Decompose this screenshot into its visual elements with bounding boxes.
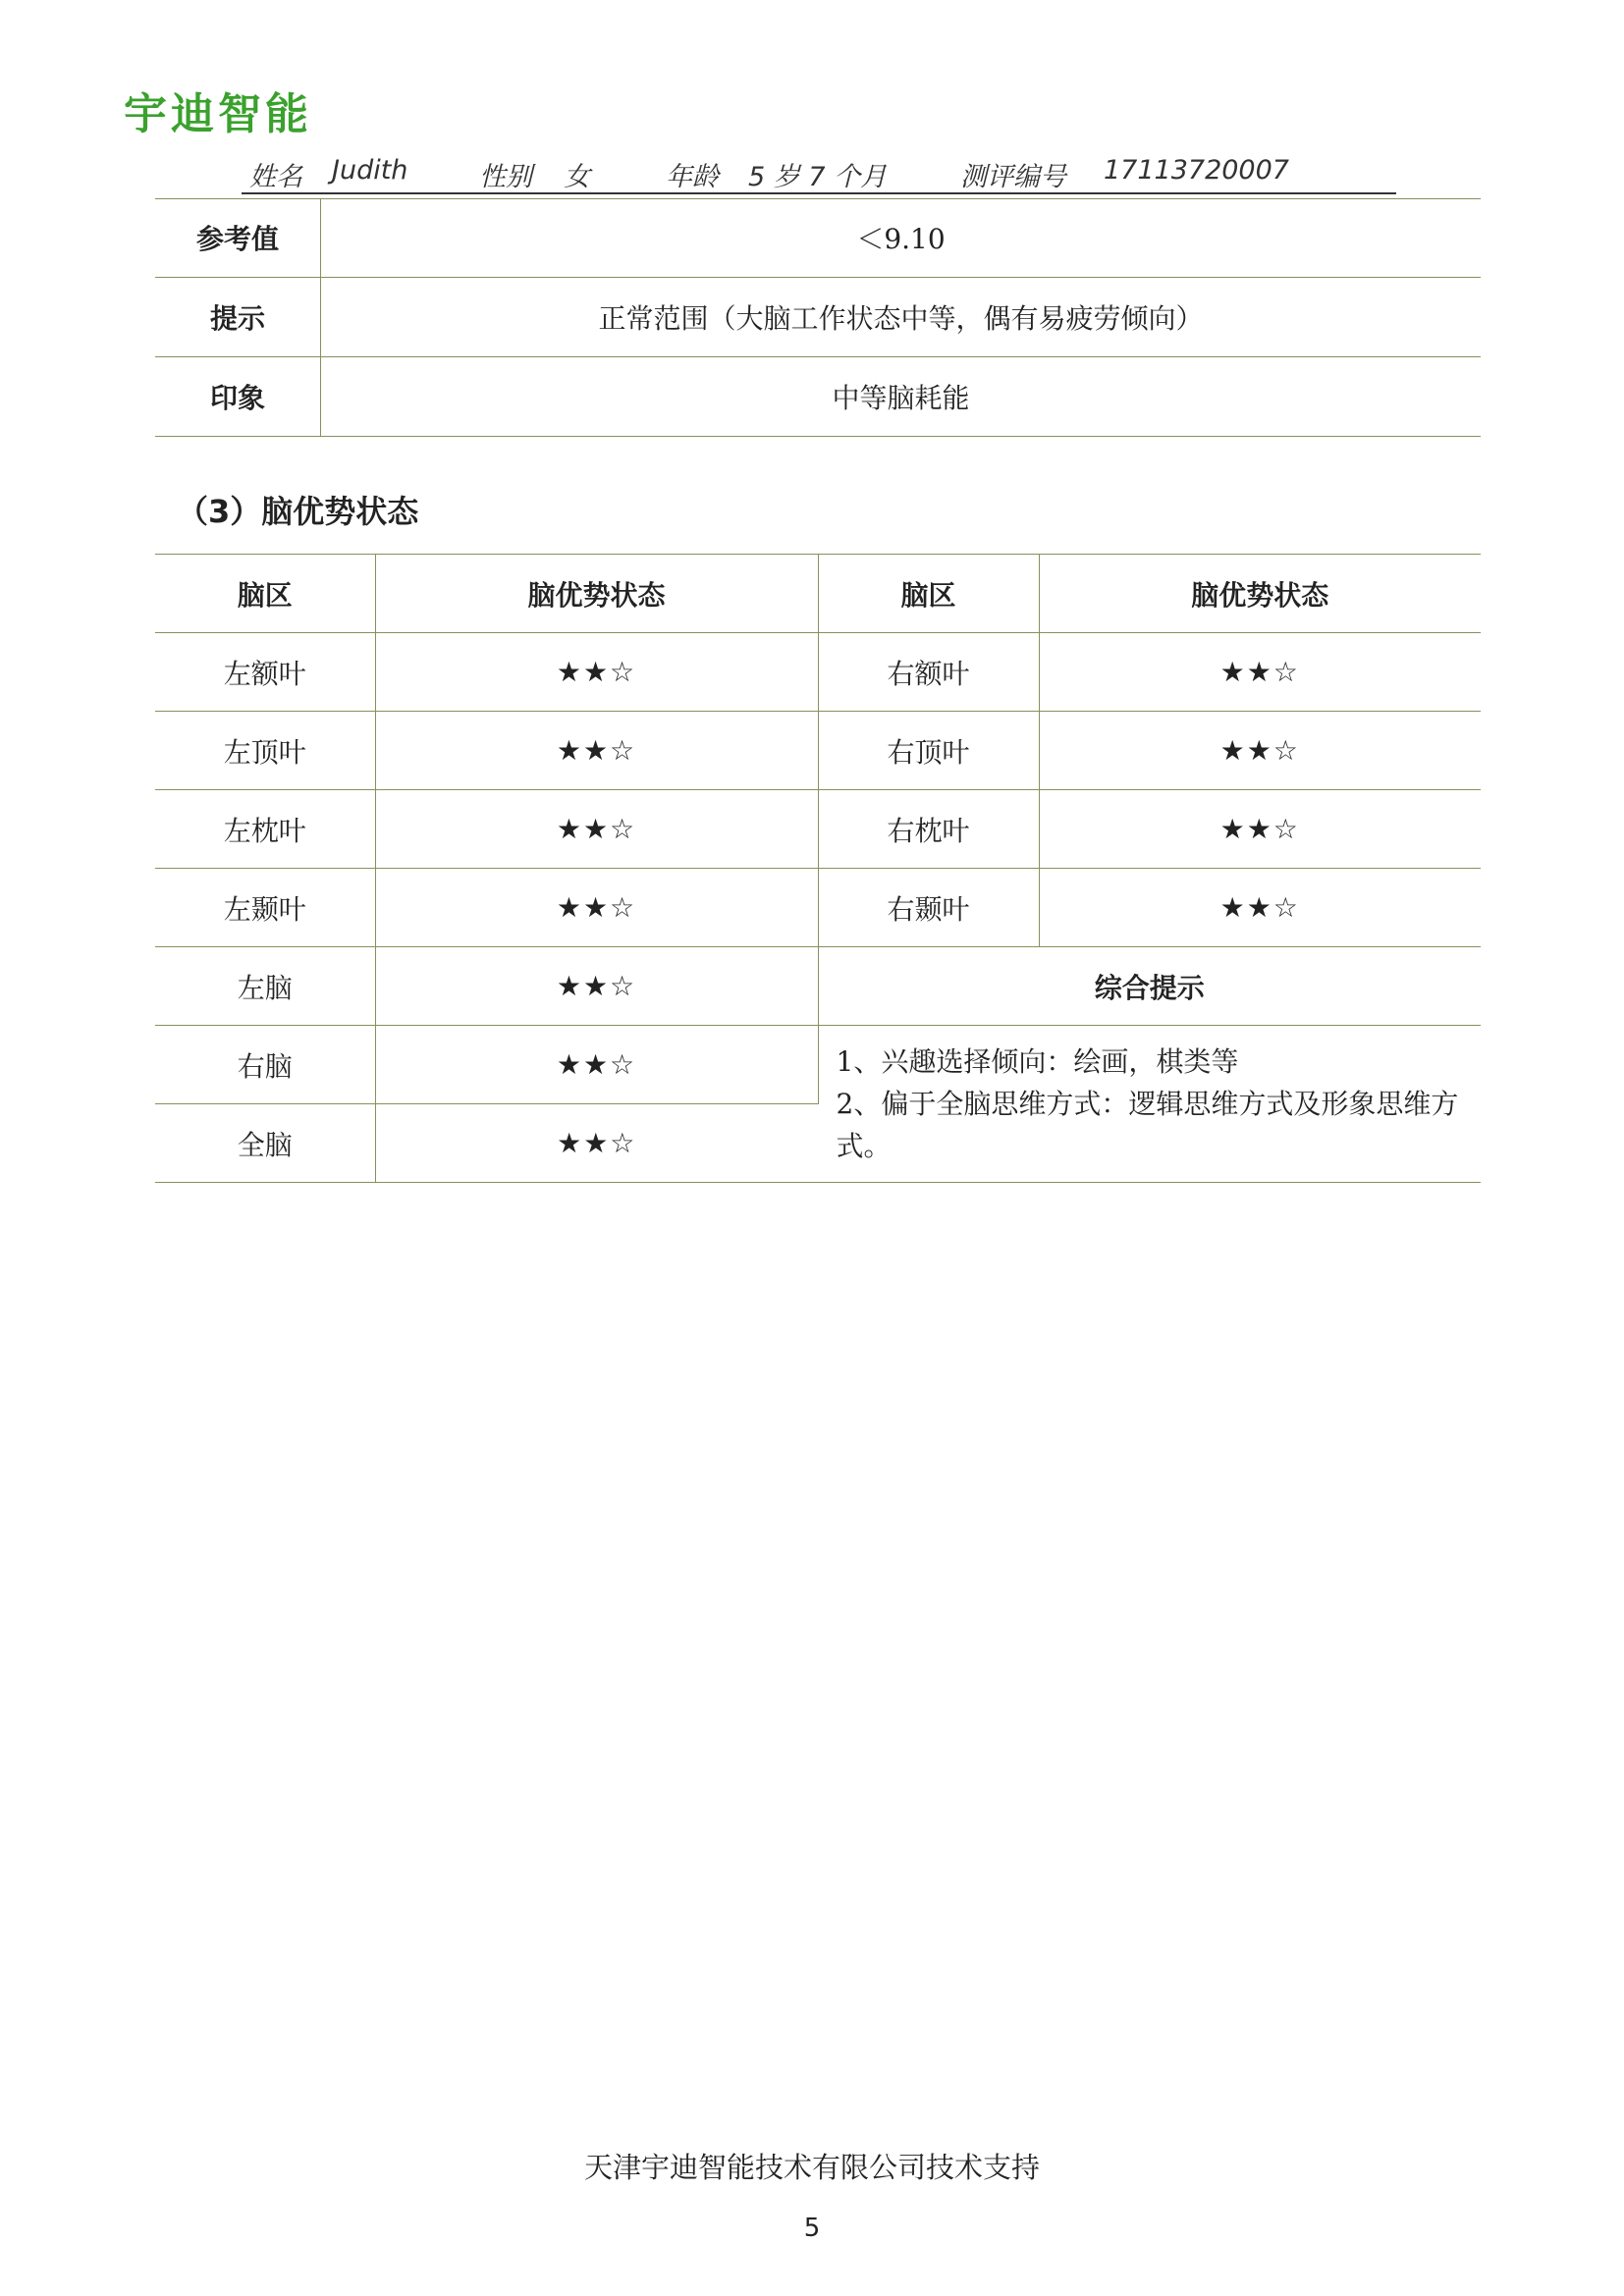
region-cell: 右颞叶 bbox=[818, 869, 1039, 947]
section-title: （3）脑优势状态 bbox=[177, 493, 419, 530]
table-row bbox=[155, 790, 1481, 869]
summary-line: 2、偏于全脑思维方式：逻辑思维方式及形象思维方式。 bbox=[836, 1088, 1459, 1162]
name-label: 姓名 bbox=[249, 162, 302, 192]
col-header-region-left: 脑区 bbox=[155, 555, 375, 633]
region-cell: 左脑 bbox=[155, 947, 375, 1026]
star-rating: ★★☆ bbox=[375, 869, 818, 947]
col-header-state-left: 脑优势状态 bbox=[375, 555, 818, 633]
region-cell: 左枕叶 bbox=[155, 790, 375, 869]
col-header-region-right: 脑区 bbox=[818, 555, 1039, 633]
star-rating: ★★☆ bbox=[1039, 869, 1481, 947]
star-rating: ★★☆ bbox=[375, 712, 818, 790]
star-rating: ★★☆ bbox=[1039, 790, 1481, 869]
reference-table bbox=[155, 198, 1481, 437]
region-cell: 全脑 bbox=[155, 1104, 375, 1183]
star-rating: ★★☆ bbox=[375, 633, 818, 712]
table-header-row bbox=[155, 555, 1481, 633]
hint-label: 提示 bbox=[155, 278, 321, 357]
id-label: 测评编号 bbox=[960, 162, 1066, 192]
region-cell: 右额叶 bbox=[818, 633, 1039, 712]
name-value: Judith bbox=[332, 155, 408, 186]
table-row bbox=[155, 633, 1481, 712]
summary-line: 1、兴趣选择倾向：绘画，棋类等 bbox=[836, 1045, 1239, 1078]
region-cell: 左额叶 bbox=[155, 633, 375, 712]
table-row bbox=[155, 1026, 1481, 1104]
hint-value: 正常范围（大脑工作状态中等，偶有易疲劳倾向） bbox=[321, 278, 1482, 357]
star-rating: ★★☆ bbox=[1039, 712, 1481, 790]
region-cell: 左颞叶 bbox=[155, 869, 375, 947]
table-row bbox=[155, 712, 1481, 790]
patient-info-bar bbox=[242, 153, 1396, 194]
region-cell: 左顶叶 bbox=[155, 712, 375, 790]
reference-value: ＜9.10 bbox=[321, 198, 1482, 278]
table-row bbox=[155, 869, 1481, 947]
brain-dominance-table bbox=[155, 554, 1481, 1183]
region-cell: 右脑 bbox=[155, 1026, 375, 1104]
region-cell: 右顶叶 bbox=[818, 712, 1039, 790]
table-row bbox=[155, 278, 1481, 357]
star-rating: ★★☆ bbox=[375, 1104, 818, 1183]
table-row bbox=[155, 198, 1481, 278]
star-rating: ★★☆ bbox=[375, 1026, 818, 1104]
footer-text: 天津宇迪智能技术有限公司技术支持 bbox=[583, 2151, 1040, 2184]
col-header-state-right: 脑优势状态 bbox=[1039, 555, 1481, 633]
gender-label: 性别 bbox=[479, 162, 532, 192]
summary-content bbox=[818, 1026, 1481, 1183]
reference-label: 参考值 bbox=[155, 198, 321, 278]
impression-value: 中等脑耗能 bbox=[321, 357, 1482, 437]
region-cell: 右枕叶 bbox=[818, 790, 1039, 869]
star-rating: ★★☆ bbox=[375, 947, 818, 1026]
summary-title: 综合提示 bbox=[818, 947, 1481, 1026]
age-label: 年龄 bbox=[666, 162, 719, 192]
star-rating: ★★☆ bbox=[375, 790, 818, 869]
impression-label: 印象 bbox=[155, 357, 321, 437]
table-row bbox=[155, 357, 1481, 437]
page-number: 5 bbox=[803, 2214, 821, 2243]
age-value: 5 岁 7 个月 bbox=[748, 162, 888, 192]
star-rating: ★★☆ bbox=[1039, 633, 1481, 712]
table-row bbox=[155, 947, 1481, 1026]
brand-logo: 宇迪智能 bbox=[124, 89, 312, 139]
gender-value: 女 bbox=[564, 162, 590, 192]
id-value: 17113720007 bbox=[1104, 155, 1289, 186]
